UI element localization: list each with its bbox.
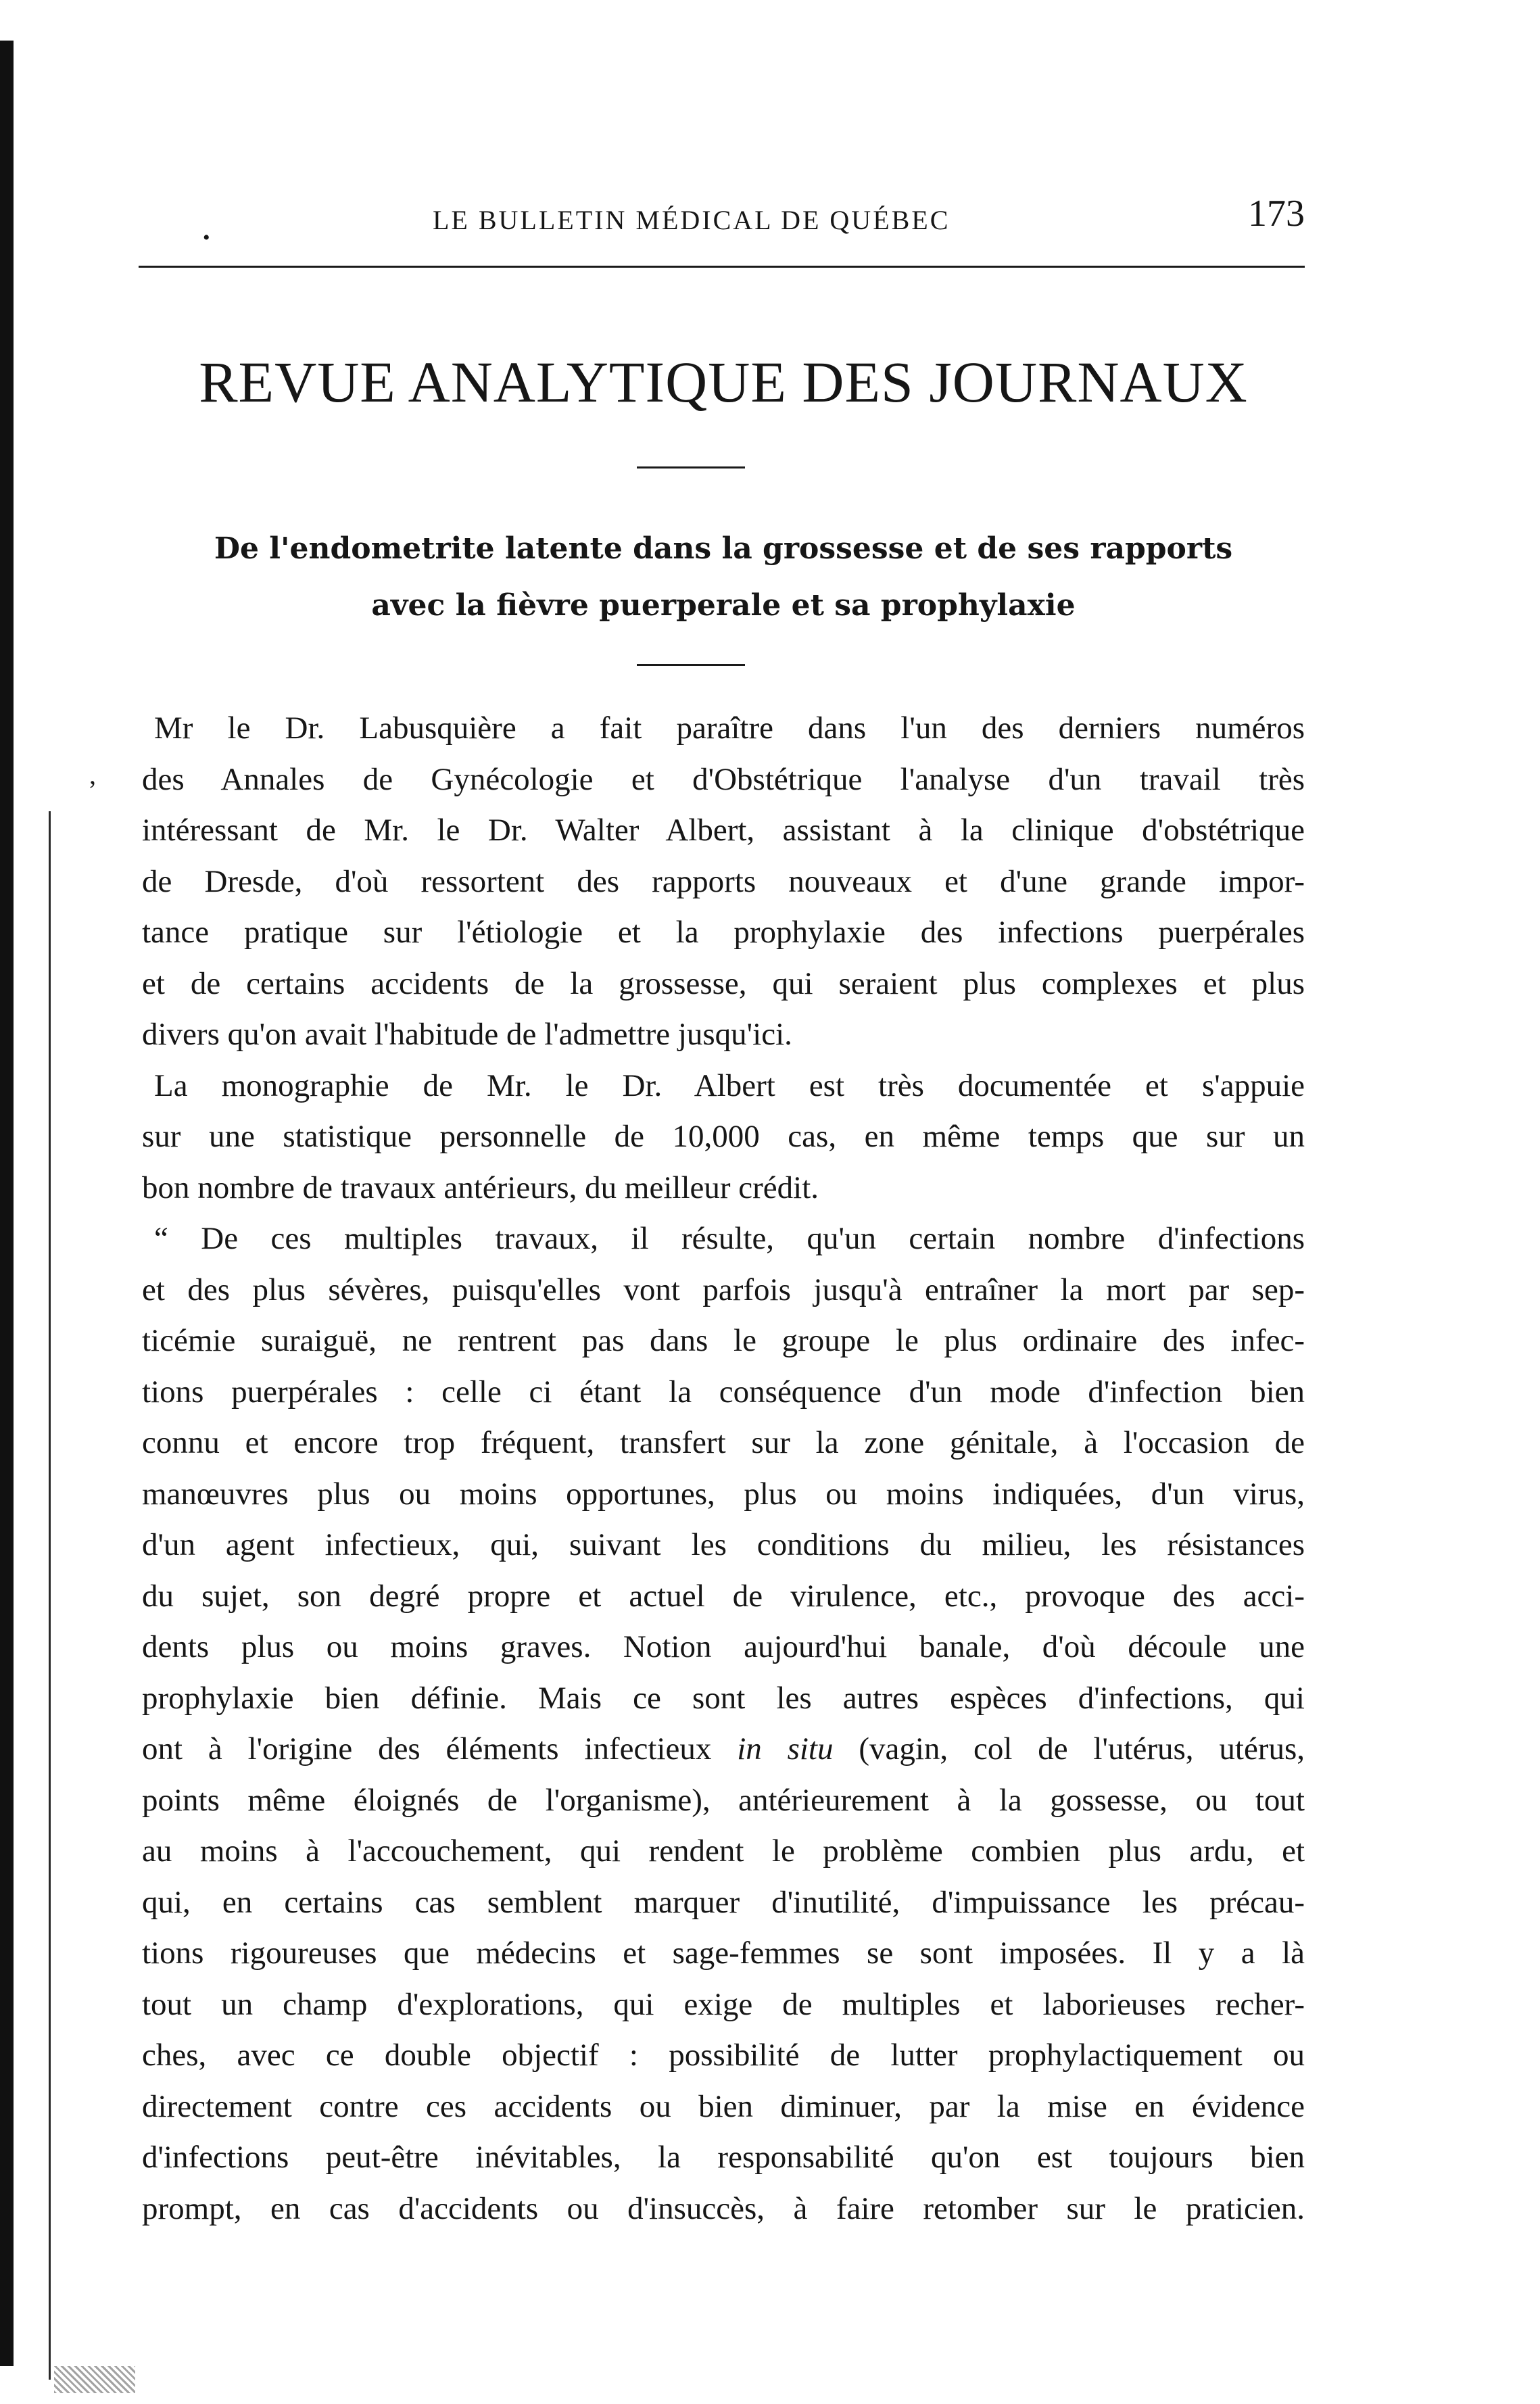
scan-smudge <box>54 2366 135 2393</box>
page-number: 173 <box>1248 193 1305 235</box>
text-line: prompt, en cas d'accidents ou d'insuccès, à faire retomber sur le praticien. <box>142 2190 1305 2226</box>
text-line: directement contre ces accidents ou bien diminuer, par la mise en évidence <box>142 2088 1305 2124</box>
text-line: de Dresde, d'où ressortent des rapports nouveaux et d'une grande impor- <box>142 863 1305 899</box>
text-line: d'un agent infectieux, qui, suivant les conditions du milieu, les résistances <box>142 1527 1305 1562</box>
text-line: sur une statistique personnelle de 10,000 cas, en même temps que sur un <box>142 1119 1305 1154</box>
text-line: qui, en certains cas semblent marquer d'inutilité, d'impuissance les précau- <box>142 1884 1305 1920</box>
text-line: “ De ces multiples travaux, il résulte, qu'un certain nombre d'infections <box>154 1221 1305 1256</box>
paragraph-2 <box>142 1061 1305 1214</box>
text-line: La monographie de Mr. le Dr. Albert est très documentée et s'appuie <box>154 1067 1305 1103</box>
text-line: connu et encore trop fréquent, transfert sur la zone génitale, à l'occasion de <box>142 1425 1305 1460</box>
text-fragment: ont à l'origine des éléments infectieux <box>142 1731 738 1766</box>
running-title: LE BULLETIN MÉDICAL DE QUÉBEC <box>433 205 951 235</box>
text-line: intéressant de Mr. le Dr. Walter Albert, assistant à la clinique d'obstétrique <box>142 813 1305 848</box>
text-line: tout un champ d'explorations, qui exige de multiples et laborieuses recher- <box>142 1986 1305 2022</box>
text-line: ches, avec ce double objectif : possibilité de lutter prophylactiquement ou <box>142 2038 1305 2073</box>
text-line: tions puerpérales : celle ci étant la conséquence d'un mode d'infection bien <box>142 1374 1305 1410</box>
text-line-with-italic <box>142 1724 1305 1775</box>
text-line: dents plus ou moins graves. Notion aujourd'hui banale, d'où découle une <box>142 1629 1305 1664</box>
stray-dot-mark: • <box>203 226 210 249</box>
text-line: ticémie suraiguë, ne rentrent pas dans le groupe le plus ordinaire des infec- <box>142 1323 1305 1358</box>
article-body <box>142 703 1305 2234</box>
text-line: d'infections peut-être inévitables, la responsabilité qu'on est toujours bien <box>142 2140 1305 2175</box>
text-line: tance pratique sur l'étiologie et la prophylaxie des infections puerpérales <box>142 915 1305 950</box>
running-header <box>142 192 1305 246</box>
article-title-line-2: avec la fièvre puerperale et sa prophylaxie <box>371 588 1076 623</box>
title-rule-bottom <box>637 664 745 666</box>
header-rule <box>139 266 1305 268</box>
text-line: manœuvres plus ou moins opportunes, plus ou moins indiquées, d'un virus, <box>142 1476 1305 1512</box>
italic-phrase: in situ <box>737 1731 834 1766</box>
text-line: divers qu'on avait l'habitude de l'admettre jusqu'ici. <box>142 1017 792 1052</box>
binding-edge <box>0 41 14 2366</box>
text-line: et des plus sévères, puisqu'elles vont parfois jusqu'à entraîner la mort par sep- <box>142 1272 1305 1307</box>
section-title: REVUE ANALYTIQUE DES JOURNAUX <box>199 350 1248 414</box>
text-line: des Annales de Gynécologie et d'Obstétrique l'analyse d'un travail très <box>142 761 1305 797</box>
paragraph-1 <box>142 703 1305 1061</box>
article-title-line-1: De l'endometrite latente dans la grossesse et de ses rapports <box>214 531 1233 566</box>
binding-shadow-line <box>49 811 51 2380</box>
article-title <box>142 521 1305 634</box>
text-line: et de certains accidents de la grossesse, qui seraient plus complexes et plus <box>142 965 1305 1001</box>
margin-apostrophe-mark: ’ <box>88 775 97 805</box>
title-rule-top <box>637 466 745 468</box>
text-line: tions rigoureuses que médecins et sage-femmes se sont imposées. Il y a là <box>142 1936 1305 1971</box>
text-line: au moins à l'accouchement, qui rendent le problème combien plus ardu, et <box>142 1833 1305 1869</box>
text-line: bon nombre de travaux antérieurs, du meilleur crédit. <box>142 1170 819 1205</box>
text-line: points même éloignés de l'organisme), antérieurement à la gossesse, ou tout <box>142 1782 1305 1818</box>
text-line: du sujet, son degré propre et actuel de virulence, etc., provoque des acci- <box>142 1578 1305 1614</box>
text-line: Mr le Dr. Labusquière a fait paraître dans l'un des derniers numéros <box>154 711 1305 746</box>
paragraph-3 <box>142 1213 1305 2234</box>
text-line: prophylaxie bien définie. Mais ce sont les autres espèces d'infections, qui <box>142 1680 1305 1716</box>
text-fragment: (vagin, col de l'utérus, utérus, <box>833 1731 1305 1766</box>
